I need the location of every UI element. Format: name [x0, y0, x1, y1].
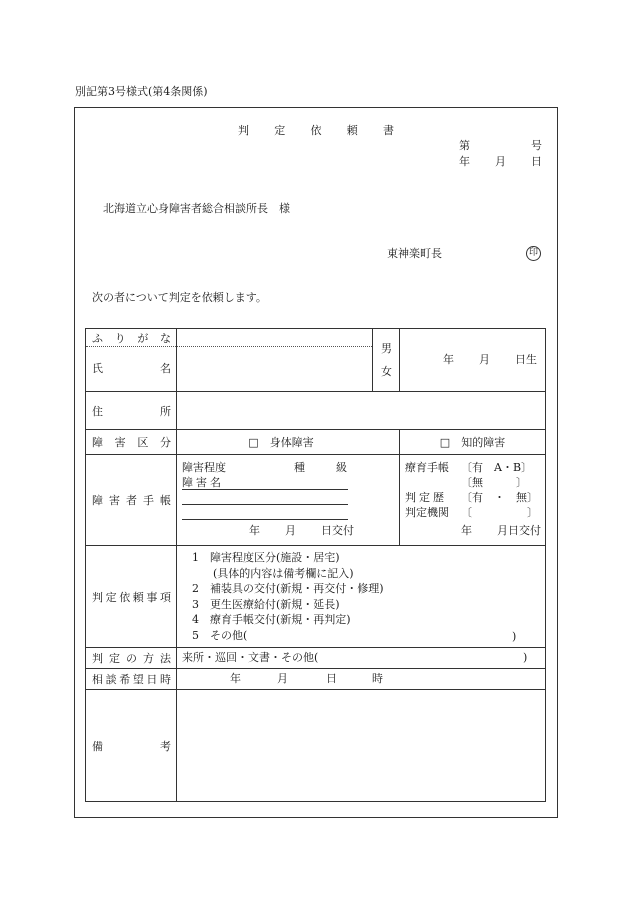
- ryoiku-handbook-field[interactable]: [400, 455, 546, 546]
- seal-mark: 印: [526, 246, 541, 261]
- date-year: 年: [459, 155, 470, 168]
- name-label-cell: [86, 329, 177, 392]
- request-item-note: (具体的内容は備考欄に記入): [202, 566, 354, 580]
- document-title: 判 定 依 頼 書: [238, 124, 394, 137]
- remarks-label: 備 考: [92, 739, 171, 753]
- handbook-issue-day: 日交付: [321, 524, 354, 537]
- intro-text: 次の者について判定を依頼します。: [92, 291, 267, 304]
- consult-day: 日: [326, 672, 337, 685]
- furigana-label: ふ り が な: [92, 332, 171, 345]
- request-items-field[interactable]: [177, 546, 546, 648]
- sex-female: 女: [381, 365, 392, 378]
- ryoiku-option-no: 〔無 〕: [461, 476, 527, 489]
- request-item[interactable]: 1 障害程度区分(施設・居宅): [192, 551, 340, 564]
- agency-label: 判定機関: [405, 506, 449, 519]
- handbook-label: 障 害 者 手 帳: [92, 494, 171, 507]
- history-label: 判定歴: [405, 491, 447, 504]
- address-label-cell: [86, 392, 177, 430]
- ryoiku-issue-year: 年: [461, 524, 472, 537]
- request-other-close: ): [512, 630, 517, 643]
- consult-year: 年: [230, 672, 241, 685]
- sex-cell[interactable]: [373, 329, 400, 392]
- birth-month: 月: [479, 353, 490, 366]
- consult-field[interactable]: [177, 669, 546, 690]
- ryoiku-issue-day-label: 日交付: [508, 524, 541, 537]
- form-id: 別記第3号様式(第4条関係): [75, 85, 208, 98]
- request-items-label-cell: [86, 546, 177, 648]
- remarks-field[interactable]: [177, 690, 546, 802]
- number-go: 号: [531, 139, 542, 152]
- address-label: 住 所: [92, 404, 171, 418]
- name-field[interactable]: [177, 329, 373, 392]
- agency-option: 〔 〕: [461, 506, 538, 519]
- sex-male: 男: [381, 342, 392, 355]
- addressee: 北海道立心身障害者総合相談所長 様: [103, 202, 290, 215]
- name-label: 氏 名: [92, 362, 171, 375]
- handbook-grade-label: 種: [294, 461, 305, 474]
- request-item[interactable]: 2 補装具の交付(新規・再交付・修理): [192, 582, 384, 595]
- handbook-label-cell: [86, 455, 177, 546]
- handbook-grade2-label: 級: [336, 461, 347, 474]
- handbook-issue-month: 月: [285, 524, 296, 537]
- date-month: 月: [495, 155, 506, 168]
- address-field[interactable]: [177, 392, 546, 430]
- ryoiku-issue-month: 月: [497, 524, 508, 537]
- physical-option[interactable]: □ 身体障害: [177, 430, 400, 455]
- handbook-disability-name-label: 障害名: [182, 476, 224, 489]
- ryoiku-option-yes: 〔有 A・B〕: [461, 461, 533, 474]
- consult-hour: 時: [372, 672, 383, 685]
- ryoiku-label: 療育手帳: [405, 461, 449, 474]
- consult-label: 相 談 希 望 日 時: [92, 673, 171, 686]
- request-table: [85, 328, 546, 802]
- request-item[interactable]: 3 更生医療給付(新規・延長): [192, 597, 340, 611]
- handbook-issue-year: 年: [249, 524, 260, 537]
- requester: 東神楽町長: [387, 247, 442, 260]
- request-items-label: 判 定 依 頼 事 項: [92, 590, 171, 604]
- request-items-list: [192, 550, 384, 643]
- request-item[interactable]: 5 その他(: [192, 628, 248, 642]
- consult-month: 月: [277, 672, 288, 685]
- remarks-label-cell: [86, 690, 177, 802]
- history-option: 〔有 ・ 無〕: [461, 491, 538, 504]
- number-dai: 第: [459, 139, 470, 152]
- method-close: ): [523, 651, 528, 664]
- method-options: 来所・巡回・文書・その他(: [182, 651, 319, 664]
- birth-day: 日生: [515, 353, 537, 366]
- intellectual-option[interactable]: □ 知的障害: [400, 430, 546, 455]
- disability-class-label: 障 害 区 分: [92, 436, 171, 449]
- consult-label-cell: [86, 669, 177, 690]
- method-field[interactable]: [177, 648, 546, 669]
- method-label-cell: [86, 648, 177, 669]
- date-day: 日: [531, 155, 542, 168]
- disability-class-label-cell: [86, 430, 177, 455]
- birthdate-field[interactable]: [400, 329, 546, 392]
- method-label: 判 定 の 方 法: [92, 652, 171, 665]
- handbook-degree-label: 障害程度: [182, 461, 226, 474]
- physical-handbook-field[interactable]: [177, 455, 400, 546]
- request-item[interactable]: 4 療育手帳交付(新規・再判定): [192, 613, 351, 626]
- birth-year: 年: [443, 353, 454, 366]
